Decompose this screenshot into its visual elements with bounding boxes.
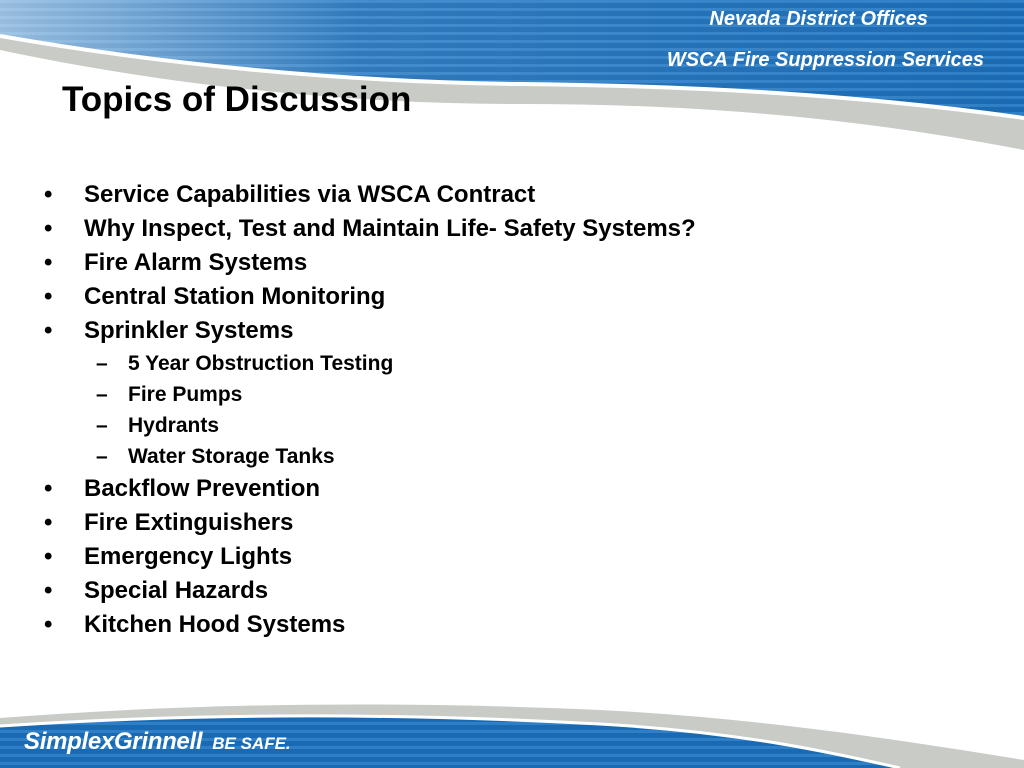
topic-item (0, 574, 980, 608)
bullet-marker: • (44, 543, 53, 570)
bullet-marker: • (44, 611, 53, 638)
topic-label: Emergency Lights (84, 543, 293, 570)
bullet-marker: • (44, 249, 53, 276)
company-logo (24, 728, 291, 764)
subtopic-item (0, 441, 980, 472)
topic-label: Backflow Prevention (84, 475, 321, 502)
subtopic-item (0, 410, 980, 441)
dash-marker: – (96, 383, 108, 406)
subtopic-label: Hydrants (128, 414, 220, 437)
bullet-marker: • (44, 283, 53, 310)
bullet-marker: • (44, 317, 53, 344)
topic-label: Service Capabilities via WSCA Contract (84, 181, 536, 208)
topic-item (0, 212, 980, 246)
topic-label: Kitchen Hood Systems (84, 611, 346, 638)
subtopic-label: Water Storage Tanks (128, 445, 335, 468)
logo-tagline: BE SAFE. (212, 734, 291, 753)
topic-item (0, 472, 980, 506)
topic-label: Why Inspect, Test and Maintain Life- Safety Systems? (84, 215, 696, 242)
bullet-marker: • (44, 181, 53, 208)
bullet-marker: • (44, 509, 53, 536)
subtopic-item (0, 348, 980, 379)
topic-label: Central Station Monitoring (84, 283, 386, 310)
topic-label: Special Hazards (84, 577, 269, 604)
topic-label: Sprinkler Systems (84, 317, 294, 344)
topic-item (0, 314, 980, 472)
dash-marker: – (96, 352, 108, 375)
bullet-marker: • (44, 215, 53, 242)
topic-item (0, 540, 980, 574)
subtopic-item (0, 379, 980, 410)
topic-list (0, 178, 980, 642)
header-services-line: WSCA Fire Suppression Services (666, 49, 984, 71)
topic-item (0, 178, 980, 212)
subtopic-label: Fire Pumps (128, 383, 243, 406)
topic-item (0, 280, 980, 314)
header-office-line: Nevada District Offices (709, 8, 928, 30)
topic-item (0, 246, 980, 280)
logo-brand-name: SimplexGrinnell (24, 728, 203, 755)
topic-label: Fire Extinguishers (84, 509, 294, 536)
subtopic-label: 5 Year Obstruction Testing (128, 352, 394, 375)
topic-label: Fire Alarm Systems (84, 249, 308, 276)
subtopic-list (84, 348, 980, 472)
topic-item (0, 608, 980, 642)
bullet-marker: • (44, 475, 53, 502)
bullet-marker: • (44, 577, 53, 604)
dash-marker: – (96, 414, 108, 437)
slide-title: Topics of Discussion (62, 80, 412, 119)
dash-marker: – (96, 445, 108, 468)
topic-item (0, 506, 980, 540)
